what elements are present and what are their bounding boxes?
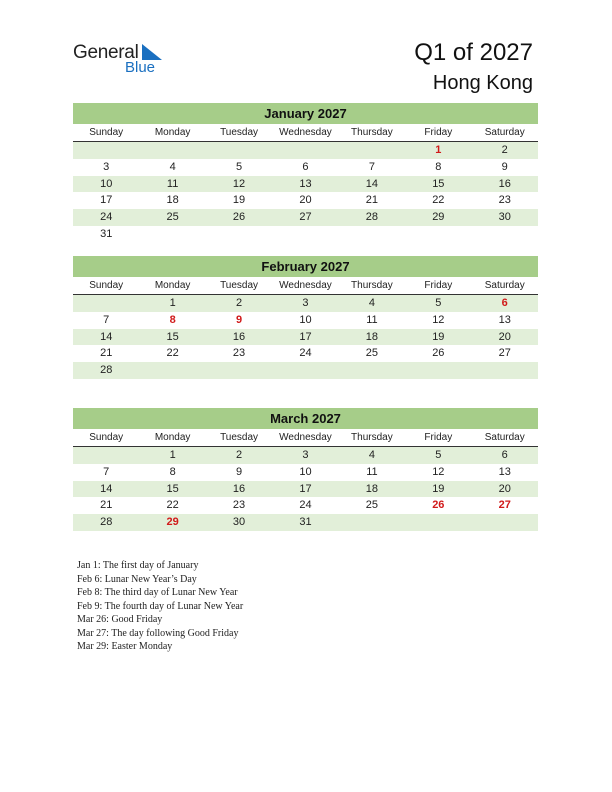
- day-cell: 20: [299, 194, 312, 207]
- day-cell: 23: [498, 194, 511, 207]
- day-cell: 14: [365, 177, 379, 190]
- week-row: [73, 295, 538, 312]
- day-cell: 9: [501, 160, 508, 173]
- holiday-note: Feb 8: The third day of Lunar New Year: [77, 587, 238, 598]
- day-cell: 15: [432, 177, 445, 190]
- day-cell: [206, 362, 272, 379]
- day-cell: 11: [366, 313, 378, 326]
- day-cell: 26: [432, 347, 445, 360]
- day-cell: 9: [235, 313, 243, 326]
- week-row: [73, 481, 538, 498]
- week-row: [73, 159, 538, 176]
- weekday-label: Sunday: [89, 280, 124, 291]
- day-cell: [272, 142, 338, 159]
- day-cell: 31: [100, 227, 113, 240]
- weekday-label: Saturday: [484, 280, 525, 291]
- day-cell: [73, 447, 139, 464]
- day-cell: 13: [299, 177, 312, 190]
- day-cell: 21: [100, 347, 113, 360]
- day-cell: 19: [432, 482, 445, 495]
- day-cell: 25: [166, 211, 179, 224]
- week-row: [73, 142, 538, 159]
- day-cell: 7: [368, 160, 375, 173]
- day-cell: 17: [100, 194, 113, 207]
- holiday-note: Mar 29: Easter Monday: [77, 641, 173, 652]
- day-cell: [206, 226, 272, 243]
- day-cell: 12: [432, 313, 445, 326]
- day-cell: 18: [365, 330, 379, 343]
- logo-general-text: General: [73, 42, 139, 63]
- day-cell: 14: [100, 330, 113, 343]
- week-row: [73, 226, 538, 243]
- month-title: January 2027: [73, 103, 538, 124]
- day-cell: [206, 142, 272, 159]
- day-cell: [405, 362, 471, 379]
- logo-blue-text: Blue: [125, 59, 156, 76]
- weekday-label: Wednesday: [279, 280, 332, 291]
- day-cell: 5: [435, 449, 442, 461]
- day-cell: [73, 142, 139, 159]
- day-cell: 20: [498, 330, 511, 343]
- day-cell: 2: [235, 449, 243, 461]
- logo-triangle-icon: [142, 44, 162, 60]
- day-cell: 8: [169, 465, 176, 478]
- day-cell: 8: [435, 160, 442, 173]
- day-cell: 23: [232, 347, 246, 360]
- weekday-label: Monday: [154, 280, 191, 291]
- day-cell: 12: [432, 465, 445, 478]
- week-row: [73, 497, 538, 514]
- day-cell: 1: [169, 297, 176, 309]
- day-cell: 20: [498, 482, 511, 495]
- day-cell: [272, 362, 338, 379]
- day-cell: 1: [169, 449, 176, 461]
- day-cell: [472, 514, 538, 531]
- day-cell: 7: [103, 465, 110, 478]
- day-cell: 16: [498, 177, 511, 190]
- day-cell: 13: [498, 465, 511, 478]
- day-cell: [139, 226, 205, 243]
- day-cell: 12: [232, 177, 246, 190]
- day-cell: 3: [302, 449, 309, 461]
- weekday-label: Thursday: [351, 280, 393, 291]
- day-cell: 28: [365, 211, 379, 224]
- day-cell: [339, 362, 405, 379]
- day-cell: 25: [365, 499, 379, 512]
- month-calendar-january: [73, 103, 538, 243]
- day-cell: [139, 142, 205, 159]
- page-title: Q1 of 2027: [414, 39, 533, 66]
- day-cell: 26: [432, 499, 445, 512]
- month-title: February 2027: [73, 256, 538, 277]
- day-cell: 23: [232, 499, 246, 512]
- day-cell: 13: [498, 313, 511, 326]
- day-cell: [405, 514, 471, 531]
- weekday-header-row: [73, 277, 538, 295]
- day-cell: 21: [365, 194, 379, 207]
- weekday-label: Tuesday: [220, 127, 259, 138]
- weekday-label: Sunday: [89, 432, 124, 443]
- day-cell: 24: [299, 347, 312, 360]
- day-cell: 7: [103, 313, 110, 326]
- day-cell: 8: [169, 313, 176, 326]
- day-cell: 14: [100, 482, 113, 495]
- holiday-note: Jan 1: The first day of January: [77, 560, 199, 571]
- weekday-label: Thursday: [351, 432, 393, 443]
- day-cell: 3: [103, 160, 110, 173]
- day-cell: 5: [435, 297, 442, 309]
- month-calendar-march: [73, 408, 538, 531]
- day-cell: 11: [166, 177, 179, 190]
- day-cell: 15: [166, 330, 179, 343]
- day-cell: 30: [498, 211, 511, 224]
- day-cell: 19: [432, 330, 445, 343]
- day-cell: 18: [166, 194, 179, 207]
- day-cell: 27: [299, 211, 312, 224]
- day-cell: 24: [100, 211, 113, 224]
- weekday-label: Saturday: [484, 432, 525, 443]
- weekday-label: Friday: [424, 432, 453, 443]
- holiday-note: Mar 27: The day following Good Friday: [77, 627, 239, 639]
- day-cell: 22: [432, 194, 445, 207]
- day-cell: 11: [366, 465, 378, 478]
- week-row: [73, 345, 538, 362]
- weekday-label: Thursday: [351, 127, 393, 138]
- day-cell: 10: [100, 177, 113, 190]
- day-cell: 18: [365, 482, 379, 495]
- day-cell: 6: [501, 297, 508, 309]
- day-cell: 27: [498, 499, 511, 512]
- weekday-label: Wednesday: [279, 432, 332, 443]
- weekday-label: Tuesday: [220, 432, 259, 443]
- month-title: March 2027: [73, 408, 538, 429]
- day-cell: 28: [100, 516, 113, 529]
- day-cell: 4: [368, 297, 375, 309]
- weekday-label: Tuesday: [220, 280, 259, 291]
- day-cell: [472, 362, 538, 379]
- week-row: [73, 209, 538, 226]
- day-cell: [339, 226, 405, 243]
- week-row: [73, 464, 538, 481]
- day-cell: 22: [166, 499, 179, 512]
- weekday-label: Saturday: [484, 127, 525, 138]
- month-calendar-february: [73, 256, 538, 379]
- day-cell: 6: [501, 449, 508, 461]
- day-cell: 22: [166, 347, 179, 360]
- holiday-note: Feb 9: The fourth day of Lunar New Year: [77, 600, 244, 612]
- day-cell: [272, 226, 338, 243]
- day-cell: 27: [498, 347, 511, 360]
- holiday-notes: [77, 559, 243, 654]
- weekday-header-row: [73, 429, 538, 447]
- day-cell: [405, 226, 471, 243]
- day-cell: 6: [302, 160, 309, 173]
- day-cell: [139, 362, 205, 379]
- day-cell: 10: [299, 313, 312, 326]
- day-cell: 9: [235, 465, 243, 478]
- day-cell: [339, 142, 405, 159]
- week-row: [73, 192, 538, 209]
- day-cell: 2: [235, 297, 243, 309]
- day-cell: 29: [432, 211, 445, 224]
- week-row: [73, 312, 538, 329]
- day-cell: 5: [235, 160, 243, 173]
- day-cell: 31: [299, 516, 312, 529]
- day-cell: 1: [435, 144, 442, 156]
- week-row: [73, 362, 538, 379]
- day-cell: 4: [169, 160, 176, 173]
- day-cell: 25: [365, 347, 379, 360]
- day-cell: 28: [100, 364, 113, 377]
- weekday-label: Friday: [424, 127, 453, 138]
- weekday-label: Monday: [154, 127, 191, 138]
- holiday-note: Mar 26: Good Friday: [77, 614, 163, 625]
- week-row: [73, 447, 538, 464]
- weekday-header-row: [73, 124, 538, 142]
- day-cell: 29: [166, 516, 179, 529]
- week-row: [73, 329, 538, 346]
- day-cell: 17: [299, 330, 312, 343]
- weekday-label: Monday: [154, 432, 191, 443]
- generalblue-logo: [73, 42, 173, 82]
- day-cell: 16: [232, 482, 246, 495]
- day-cell: 24: [299, 499, 312, 512]
- day-cell: 17: [299, 482, 312, 495]
- day-cell: 10: [299, 465, 312, 478]
- day-cell: [73, 295, 139, 312]
- day-cell: 30: [232, 516, 246, 529]
- day-cell: 4: [368, 449, 375, 461]
- day-cell: [339, 514, 405, 531]
- weekday-label: Friday: [424, 280, 453, 291]
- weekday-label: Sunday: [89, 127, 124, 138]
- holiday-note: Feb 6: Lunar New Year’s Day: [77, 573, 197, 585]
- day-cell: 16: [232, 330, 246, 343]
- day-cell: 2: [501, 144, 508, 156]
- day-cell: 19: [232, 194, 246, 207]
- day-cell: 26: [232, 211, 246, 224]
- weekday-label: Wednesday: [279, 127, 332, 138]
- week-row: [73, 514, 538, 531]
- week-row: [73, 176, 538, 193]
- page-subtitle: Hong Kong: [432, 72, 533, 94]
- day-cell: 21: [100, 499, 113, 512]
- day-cell: 15: [166, 482, 179, 495]
- day-cell: [472, 226, 538, 243]
- day-cell: 3: [302, 297, 309, 309]
